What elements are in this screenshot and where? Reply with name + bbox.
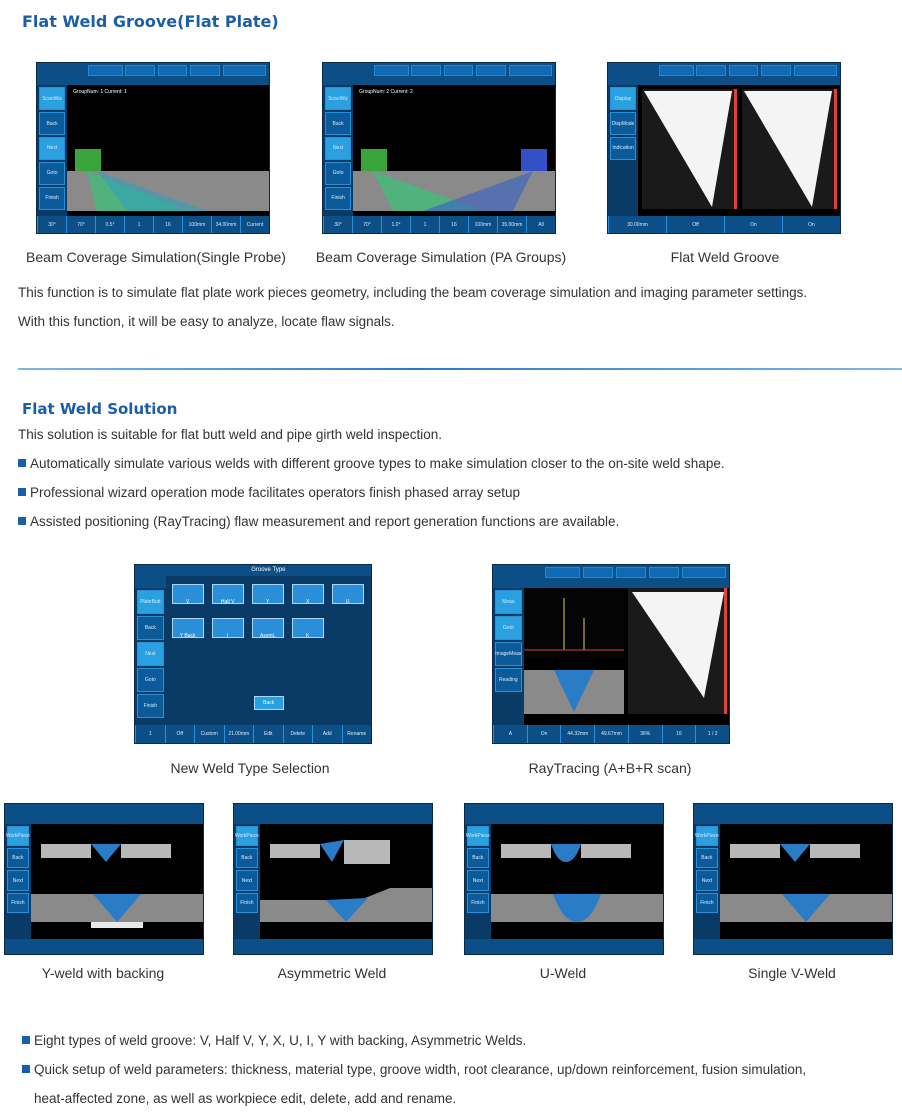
weld-geometry-view bbox=[491, 824, 663, 940]
footer-cell: 1.0° bbox=[381, 216, 410, 233]
menu-item: Back bbox=[325, 112, 351, 135]
menu-item: Finish bbox=[325, 187, 351, 210]
simulation-view bbox=[67, 85, 269, 216]
caption-u-weld: U-Weld bbox=[539, 965, 587, 981]
section-title-flat-weld-groove: Flat Weld Groove(Flat Plate) bbox=[22, 12, 279, 31]
bullet-square-icon bbox=[22, 1036, 30, 1044]
bullet-text: Eight types of weld groove: V, Half V, Y, X, U, I, Y with backing, Asymmetric Welds. bbox=[34, 1033, 527, 1048]
footer-cell: 16 bbox=[662, 725, 696, 743]
screen-footer-bar bbox=[37, 216, 269, 233]
bullet-2 bbox=[18, 485, 520, 500]
raytracing-view bbox=[524, 588, 729, 725]
paragraph-line-2: With this function, it will be easy to analyze, locate flaw signals. bbox=[18, 314, 395, 329]
simulation-view bbox=[353, 85, 555, 216]
groove-type-asyml-button: AsymL bbox=[252, 618, 284, 638]
footer-cell: 30.00mm bbox=[608, 216, 666, 233]
screen-side-menu bbox=[135, 588, 166, 725]
menu-item: Goto bbox=[137, 668, 164, 692]
menu-item: Finish bbox=[137, 694, 164, 718]
screen-side-menu bbox=[694, 824, 720, 940]
bottom-bullet-2 bbox=[22, 1062, 806, 1077]
bullet-text: Assisted positioning (RayTracing) flaw measurement and report generation functions are available. bbox=[30, 514, 620, 529]
menu-item: Next bbox=[325, 137, 351, 160]
footer-cell: Rename bbox=[342, 725, 372, 743]
caption-asymmetric-weld: Asymmetric Weld bbox=[277, 965, 387, 981]
groove-type-y-button: Y bbox=[252, 584, 284, 604]
bullet-square-icon bbox=[18, 517, 26, 525]
menu-item: Back bbox=[39, 112, 65, 135]
screen-footer-bar bbox=[694, 939, 892, 954]
footer-cell: All bbox=[526, 216, 555, 233]
group-label: GroupNum: 2 Current: 2 bbox=[359, 89, 413, 96]
bullet-text: Automatically simulate various welds with different groove types to make simulation closer to the on-site weld shape. bbox=[30, 456, 725, 471]
footer-cell: 16 bbox=[153, 216, 182, 233]
back-button: Back bbox=[254, 696, 284, 710]
caption-pa-groups: Beam Coverage Simulation (PA Groups) bbox=[315, 249, 567, 265]
menu-item: Next bbox=[7, 870, 29, 890]
screenshot-single-v-weld bbox=[693, 803, 893, 955]
footer-cell: Current bbox=[240, 216, 269, 233]
screen-footer-bar bbox=[323, 216, 555, 233]
bullet-3 bbox=[18, 514, 619, 529]
bullet-text: Professional wizard operation mode facilitates operators finish phased array setup bbox=[30, 485, 521, 500]
screen-footer-bar bbox=[608, 216, 840, 233]
screen-header-bar bbox=[465, 804, 663, 824]
footer-cell: Off bbox=[666, 216, 724, 233]
footer-cell: 36% bbox=[628, 725, 662, 743]
menu-item: Next bbox=[696, 870, 718, 890]
screen-side-menu bbox=[465, 824, 491, 940]
groove-type-k-button: K bbox=[292, 618, 324, 638]
menu-item: Finish bbox=[39, 187, 65, 210]
footer-cell: 100mm bbox=[182, 216, 211, 233]
footer-cell: 49.67mm bbox=[594, 725, 628, 743]
bullet-square-icon bbox=[18, 488, 26, 496]
footer-cell: 70° bbox=[66, 216, 95, 233]
menu-item: Finish bbox=[467, 893, 489, 913]
footer-cell: Custom bbox=[194, 725, 224, 743]
menu-item: Next bbox=[236, 870, 258, 890]
footer-cell: 30° bbox=[323, 216, 352, 233]
screen-side-menu bbox=[37, 85, 67, 216]
menu-item: Reading bbox=[495, 668, 522, 692]
screen-footer-bar bbox=[234, 939, 432, 954]
screenshot-flat-weld-groove bbox=[607, 62, 841, 234]
screen-side-menu bbox=[323, 85, 353, 216]
groove-type-header: Groove Type bbox=[166, 565, 371, 576]
groove-type-y-back-button: Y Back bbox=[172, 618, 204, 638]
footer-cell: 44.32mm bbox=[560, 725, 594, 743]
menu-item: WorkPiece bbox=[236, 826, 258, 846]
menu-item: ScanWiz bbox=[39, 87, 65, 110]
footer-cell: 35.00mm bbox=[497, 216, 526, 233]
screen-side-menu bbox=[493, 588, 524, 725]
footer-cell: Delete bbox=[283, 725, 313, 743]
groove-type-half-v-button: Half V bbox=[212, 584, 244, 604]
menu-item: Next bbox=[137, 642, 164, 666]
footer-cell: On bbox=[527, 725, 561, 743]
menu-item: Back bbox=[696, 848, 718, 868]
menu-item: WorkPiece bbox=[696, 826, 718, 846]
menu-item: WorkPiece bbox=[7, 826, 29, 846]
menu-item: Goto bbox=[39, 162, 65, 185]
groove-type-grid bbox=[166, 576, 371, 726]
footer-cell: 30° bbox=[37, 216, 66, 233]
bullet-text: Quick setup of weld parameters: thickness, material type, groove width, root clearance, up/down reinforcement, fusion simulation, bbox=[34, 1062, 807, 1077]
paragraph-line-1: This function is to simulate flat plate work pieces geometry, including the beam coverage simulation and imaging parameter settings. bbox=[18, 285, 808, 300]
caption-single-v-weld: Single V-Weld bbox=[748, 965, 836, 981]
menu-item: DispMode bbox=[610, 112, 636, 135]
sector-scan-view bbox=[638, 85, 840, 216]
screen-header-bar bbox=[37, 63, 269, 85]
bullet-square-icon bbox=[18, 459, 26, 467]
bottom-bullet-2-continuation: heat-affected zone, as well as workpiece edit, delete, add and rename. bbox=[34, 1091, 457, 1106]
screenshot-new-weld-type-selection bbox=[134, 564, 372, 744]
bottom-bullet-1 bbox=[22, 1033, 526, 1048]
footer-cell: 16 bbox=[439, 216, 468, 233]
caption-single-probe: Beam Coverage Simulation(Single Probe) bbox=[26, 249, 286, 265]
footer-cell: 34.00mm bbox=[211, 216, 240, 233]
menu-item: Display bbox=[610, 87, 636, 110]
screen-header-bar bbox=[493, 565, 729, 588]
footer-cell: A bbox=[493, 725, 527, 743]
screen-side-menu bbox=[234, 824, 260, 940]
menu-item: Finish bbox=[7, 893, 29, 913]
bullet-1 bbox=[18, 456, 725, 471]
footer-cell: 1 / 2 bbox=[695, 725, 729, 743]
footer-cell: 1 bbox=[410, 216, 439, 233]
caption-new-weld-type-selection: New Weld Type Selection bbox=[170, 760, 330, 776]
menu-item: ImageMeas bbox=[495, 642, 522, 666]
caption-raytracing: RayTracing (A+B+R scan) bbox=[528, 760, 692, 776]
solution-intro: This solution is suitable for flat butt weld and pipe girth weld inspection. bbox=[18, 427, 442, 442]
footer-cell: Add bbox=[312, 725, 342, 743]
footer-cell: Off bbox=[165, 725, 195, 743]
screenshot-asymmetric-weld bbox=[233, 803, 433, 955]
screenshot-beam-coverage-pa-groups bbox=[322, 62, 556, 234]
groove-type-u-button: U bbox=[332, 584, 364, 604]
menu-item: WorkPiece bbox=[467, 826, 489, 846]
screen-side-menu bbox=[5, 824, 31, 940]
footer-cell: 1 bbox=[124, 216, 153, 233]
weld-geometry-view bbox=[720, 824, 892, 940]
screen-side-menu bbox=[608, 85, 638, 216]
footer-cell: 100mm bbox=[468, 216, 497, 233]
section-divider bbox=[18, 368, 902, 370]
screen-header-bar bbox=[694, 804, 892, 824]
footer-cell: 21.00mm bbox=[224, 725, 254, 743]
menu-item: Meas bbox=[495, 590, 522, 614]
footer-cell: On bbox=[724, 216, 782, 233]
menu-item: Next bbox=[39, 137, 65, 160]
footer-cell: Edit bbox=[253, 725, 283, 743]
menu-item: Back bbox=[137, 616, 164, 640]
menu-item: Indication bbox=[610, 137, 636, 160]
screenshot-raytracing bbox=[492, 564, 730, 744]
menu-item: Goto bbox=[495, 616, 522, 640]
footer-cell: 70° bbox=[352, 216, 381, 233]
menu-item: Finish bbox=[696, 893, 718, 913]
footer-cell: 1 bbox=[135, 725, 165, 743]
menu-item: Finish bbox=[236, 893, 258, 913]
screen-header-bar bbox=[323, 63, 555, 85]
screen-footer-bar bbox=[135, 725, 371, 743]
menu-item: Back bbox=[7, 848, 29, 868]
weld-geometry-view bbox=[31, 824, 203, 940]
groove-type-x-button: X bbox=[292, 584, 324, 604]
screen-footer-bar bbox=[465, 939, 663, 954]
footer-cell: 0.5° bbox=[95, 216, 124, 233]
screenshot-u-weld bbox=[464, 803, 664, 955]
menu-item: PlateButt bbox=[137, 590, 164, 614]
screen-footer-bar bbox=[493, 725, 729, 743]
groove-type-v-button: V bbox=[172, 584, 204, 604]
screen-header-bar bbox=[5, 804, 203, 824]
screen-footer-bar bbox=[5, 939, 203, 954]
screenshot-y-weld-with-backing bbox=[4, 803, 204, 955]
caption-flat-weld-groove: Flat Weld Groove bbox=[670, 249, 780, 265]
bullet-square-icon bbox=[22, 1065, 30, 1073]
weld-geometry-view bbox=[260, 824, 432, 940]
groove-type-i-button: I bbox=[212, 618, 244, 638]
footer-cell: On bbox=[782, 216, 840, 233]
section-title-flat-weld-solution: Flat Weld Solution bbox=[22, 400, 178, 418]
caption-y-weld-with-backing: Y-weld with backing bbox=[41, 965, 165, 981]
screen-header-bar bbox=[608, 63, 840, 85]
menu-item: Back bbox=[467, 848, 489, 868]
menu-item: Goto bbox=[325, 162, 351, 185]
screenshot-beam-coverage-single-probe bbox=[36, 62, 270, 234]
menu-item: Back bbox=[236, 848, 258, 868]
screen-header-bar bbox=[234, 804, 432, 824]
menu-item: Next bbox=[467, 870, 489, 890]
group-label: GroupNum: 1 Current: 1 bbox=[73, 89, 127, 96]
menu-item: ScanWiz bbox=[325, 87, 351, 110]
